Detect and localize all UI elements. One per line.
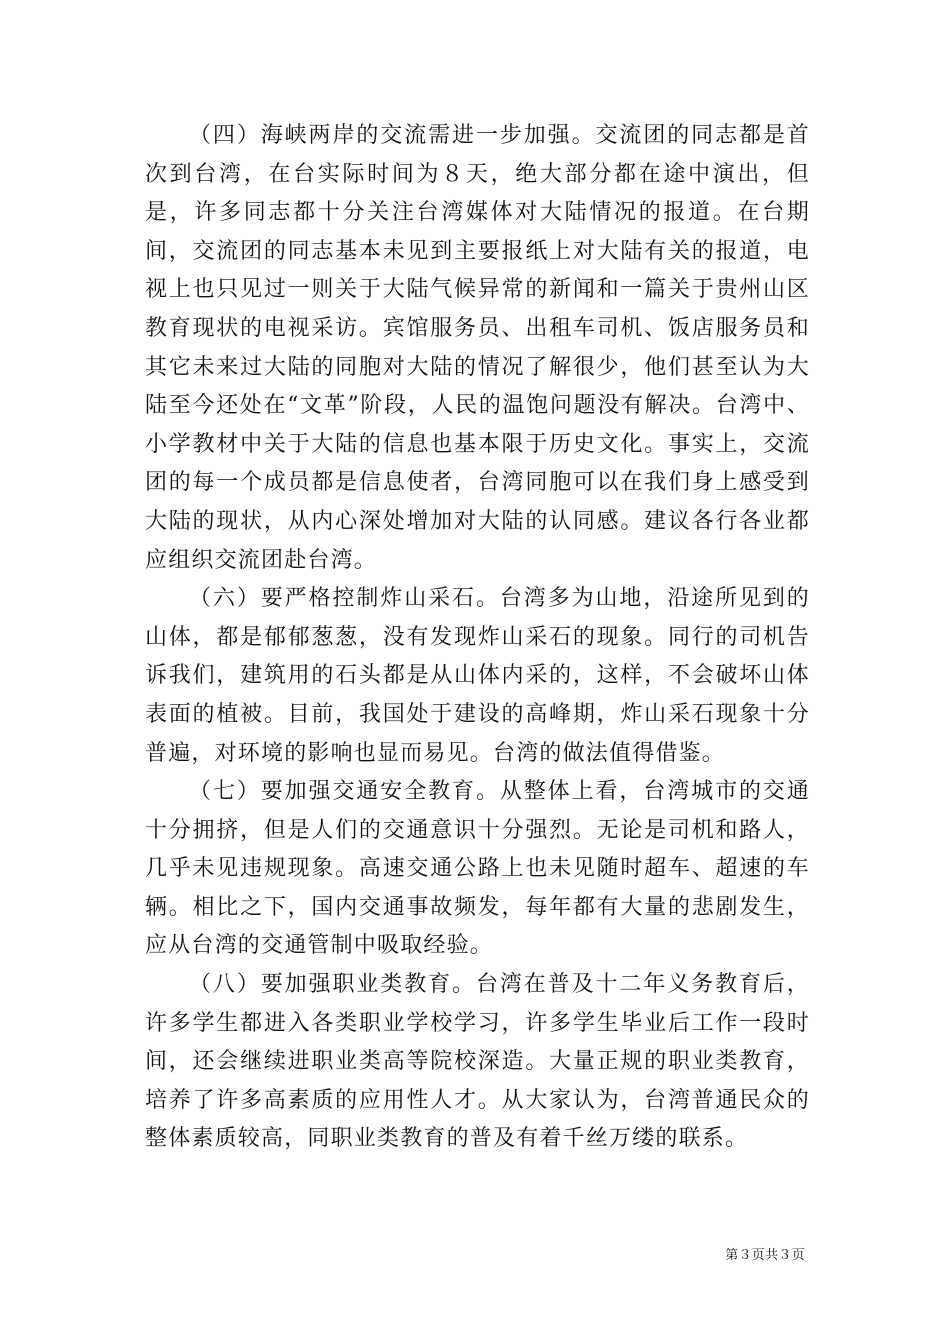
paragraph-section-4: （四）海峡两岸的交流需进一步加强。交流团的同志都是首次到台湾，在台实际时间为８天，绝大部分都在途中演出，但是，许多同志都十分关注台湾媒体对大陆情况的报道。在台期间，交流团的同志基本未见到主要报纸上对大陆有关的报道，电视上也只见过一则关于大陆气候异常的新闻和一篇关于贵州山区教育现状的电视采访。宾馆服务员、出租车司机、饭店服务员和其它未来过大陆的同胞对大陆的情况了解很少，他们甚至认为大陆至今还处在“文革”阶段，人民的温饱问题没有解决。台湾中、小学教材中关于大陆的信息也基本限于历史文化。事实上，交流团的每一个成员都是信息使者，台湾同胞可以在我们身上感受到大陆的现状，从内心深处增加对大陆的认同感。建议各行各业都应组织交流团赴台湾。 — [145, 123, 810, 573]
page-number-footer: 第３页共３页 — [725, 1248, 805, 1263]
document-body — [145, 117, 810, 1159]
paragraph-section-8: （八）要加强职业类教育。台湾在普及十二年义务教育后，许多学生都进入各类职业学校学习，许多学生毕业后工作一段时间，还会继续进职业类高等院校深造。大量正规的职业类教育，培养了许多高素质的应用性人才。从大家认为，台湾普通民众的整体素质较高，同职业类教育的普及有着千丝万缕的联系。 — [145, 972, 810, 1152]
paragraph-section-6: （六）要严格控制炸山采石。台湾多为山地，沿途所见到的山体，都是郁郁葱葱，没有发现炸山采石的现象。同行的司机告诉我们，建筑用的石头都是从山体内采的，这样，不会破坏山体表面的植被。目前，我国处于建设的高峰期，炸山采石现象十分普遍，对环境的影响也显而易见。台湾的做法值得借鉴。 — [145, 586, 810, 766]
paragraph-section-7: （七）要加强交通安全教育。从整体上看，台湾城市的交通十分拥挤，但是人们的交通意识十分强烈。无论是司机和路人，几乎未见违规现象。高速交通公路上也未见随时超车、超速的车辆。相比之下，国内交通事故频发，每年都有大量的悲剧发生，应从台湾的交通管制中吸取经验。 — [145, 779, 810, 959]
